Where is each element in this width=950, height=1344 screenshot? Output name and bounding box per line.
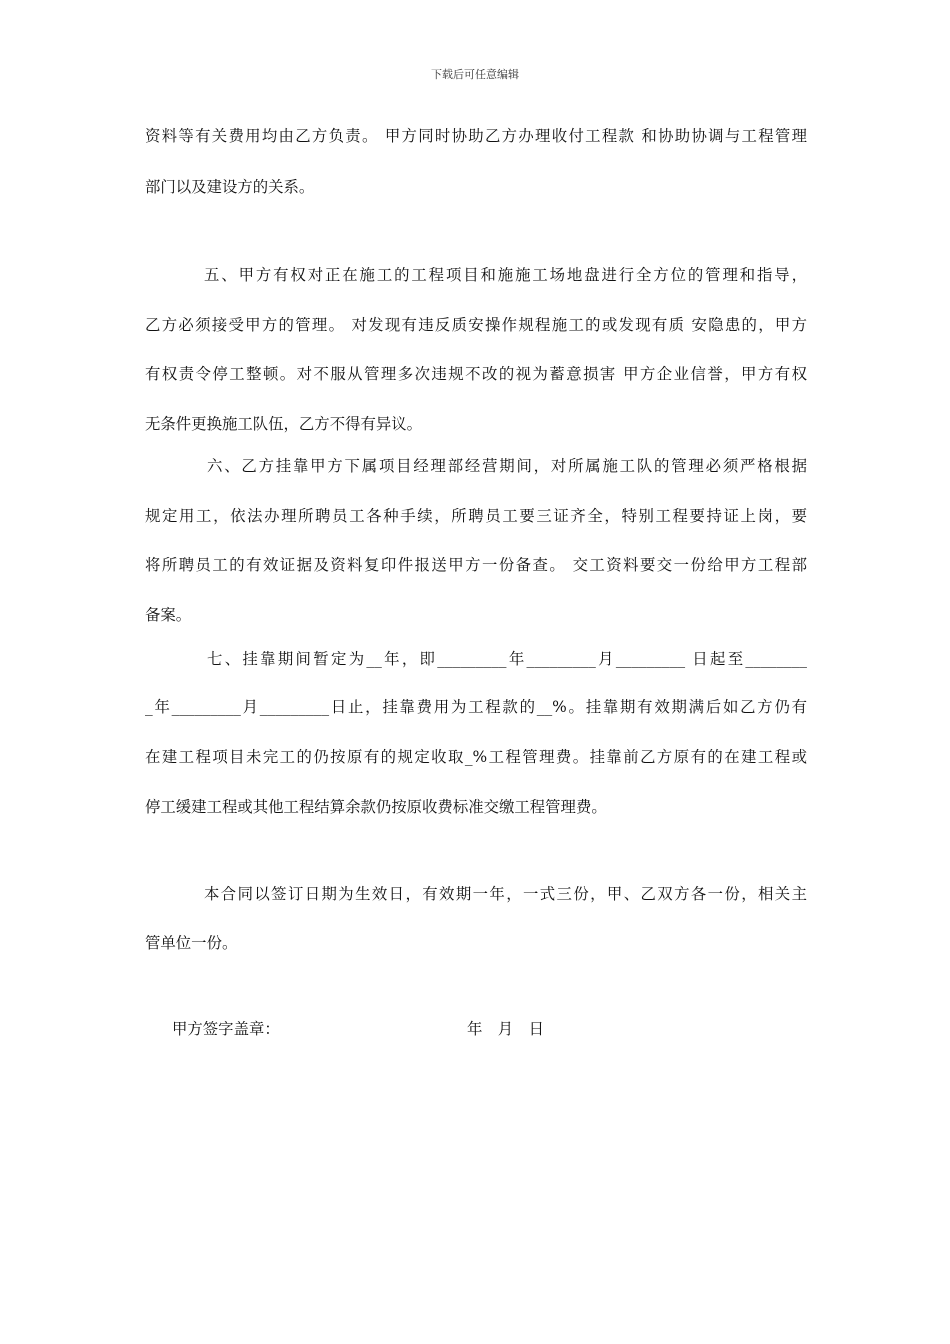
page-header: 下载后可任意编辑 xyxy=(431,68,519,81)
paragraph-line: 七、挂靠期间暂定为__年，即_________年_________月_________ 日起至________ xyxy=(207,650,807,668)
paragraph-line: _年_________月_________日止，挂靠费用为工程款的__%。挂靠期有效期满后如乙方仍有 xyxy=(145,698,807,716)
paragraph-line: 六、乙方挂靠甲方下属项目经理部经营期间，对所属施工队的管理必须严格根据 xyxy=(207,457,807,475)
paragraph-line: 在建工程项目未完工的仍按原有的规定收取_%工程管理费。挂靠前乙方原有的在建工程或 xyxy=(145,748,807,766)
paragraph-line: 无条件更换施工队伍，乙方不得有异议。 xyxy=(145,415,423,433)
paragraph-line: 停工缓建工程或其他工程结算余款仍按原收费标准交缴工程管理费。 xyxy=(145,798,607,816)
paragraph-line: 乙方必须接受甲方的管理。 对发现有违反质安操作规程施工的或发现有质 安隐患的，甲方 xyxy=(145,316,807,334)
paragraph-line: 资料等有关费用均由乙方负责。 甲方同时协助乙方办理收付工程款 和协助协调与工程管理 xyxy=(145,127,807,145)
paragraph-line: 管单位一份。 xyxy=(145,934,238,952)
paragraph-line: 本合同以签订日期为生效日，有效期一年，一式三份，甲、乙双方各一份，相关主 xyxy=(204,885,807,903)
paragraph-line: 将所聘员工的有效证据及资料复印件报送甲方一份备查。 交工资料要交一份给甲方工程部 xyxy=(145,556,807,574)
signature-label: 甲方签字盖章： xyxy=(172,1020,280,1038)
paragraph-line: 部门以及建设方的关系。 xyxy=(145,178,315,196)
paragraph-line: 备案。 xyxy=(145,606,192,624)
signature-date: 年 月 日 xyxy=(467,1020,544,1038)
paragraph-line: 五、甲方有权对正在施工的工程项目和施施工场地盘进行全方位的管理和指导， xyxy=(204,266,807,284)
paragraph-line: 规定用工，依法办理所聘员工各种手续，所聘员工要三证齐全，特别工程要持证上岗，要 xyxy=(145,507,807,525)
paragraph-line: 有权责令停工整顿。对不服从管理多次违规不改的视为蓄意损害 甲方企业信誉，甲方有权 xyxy=(145,365,807,383)
